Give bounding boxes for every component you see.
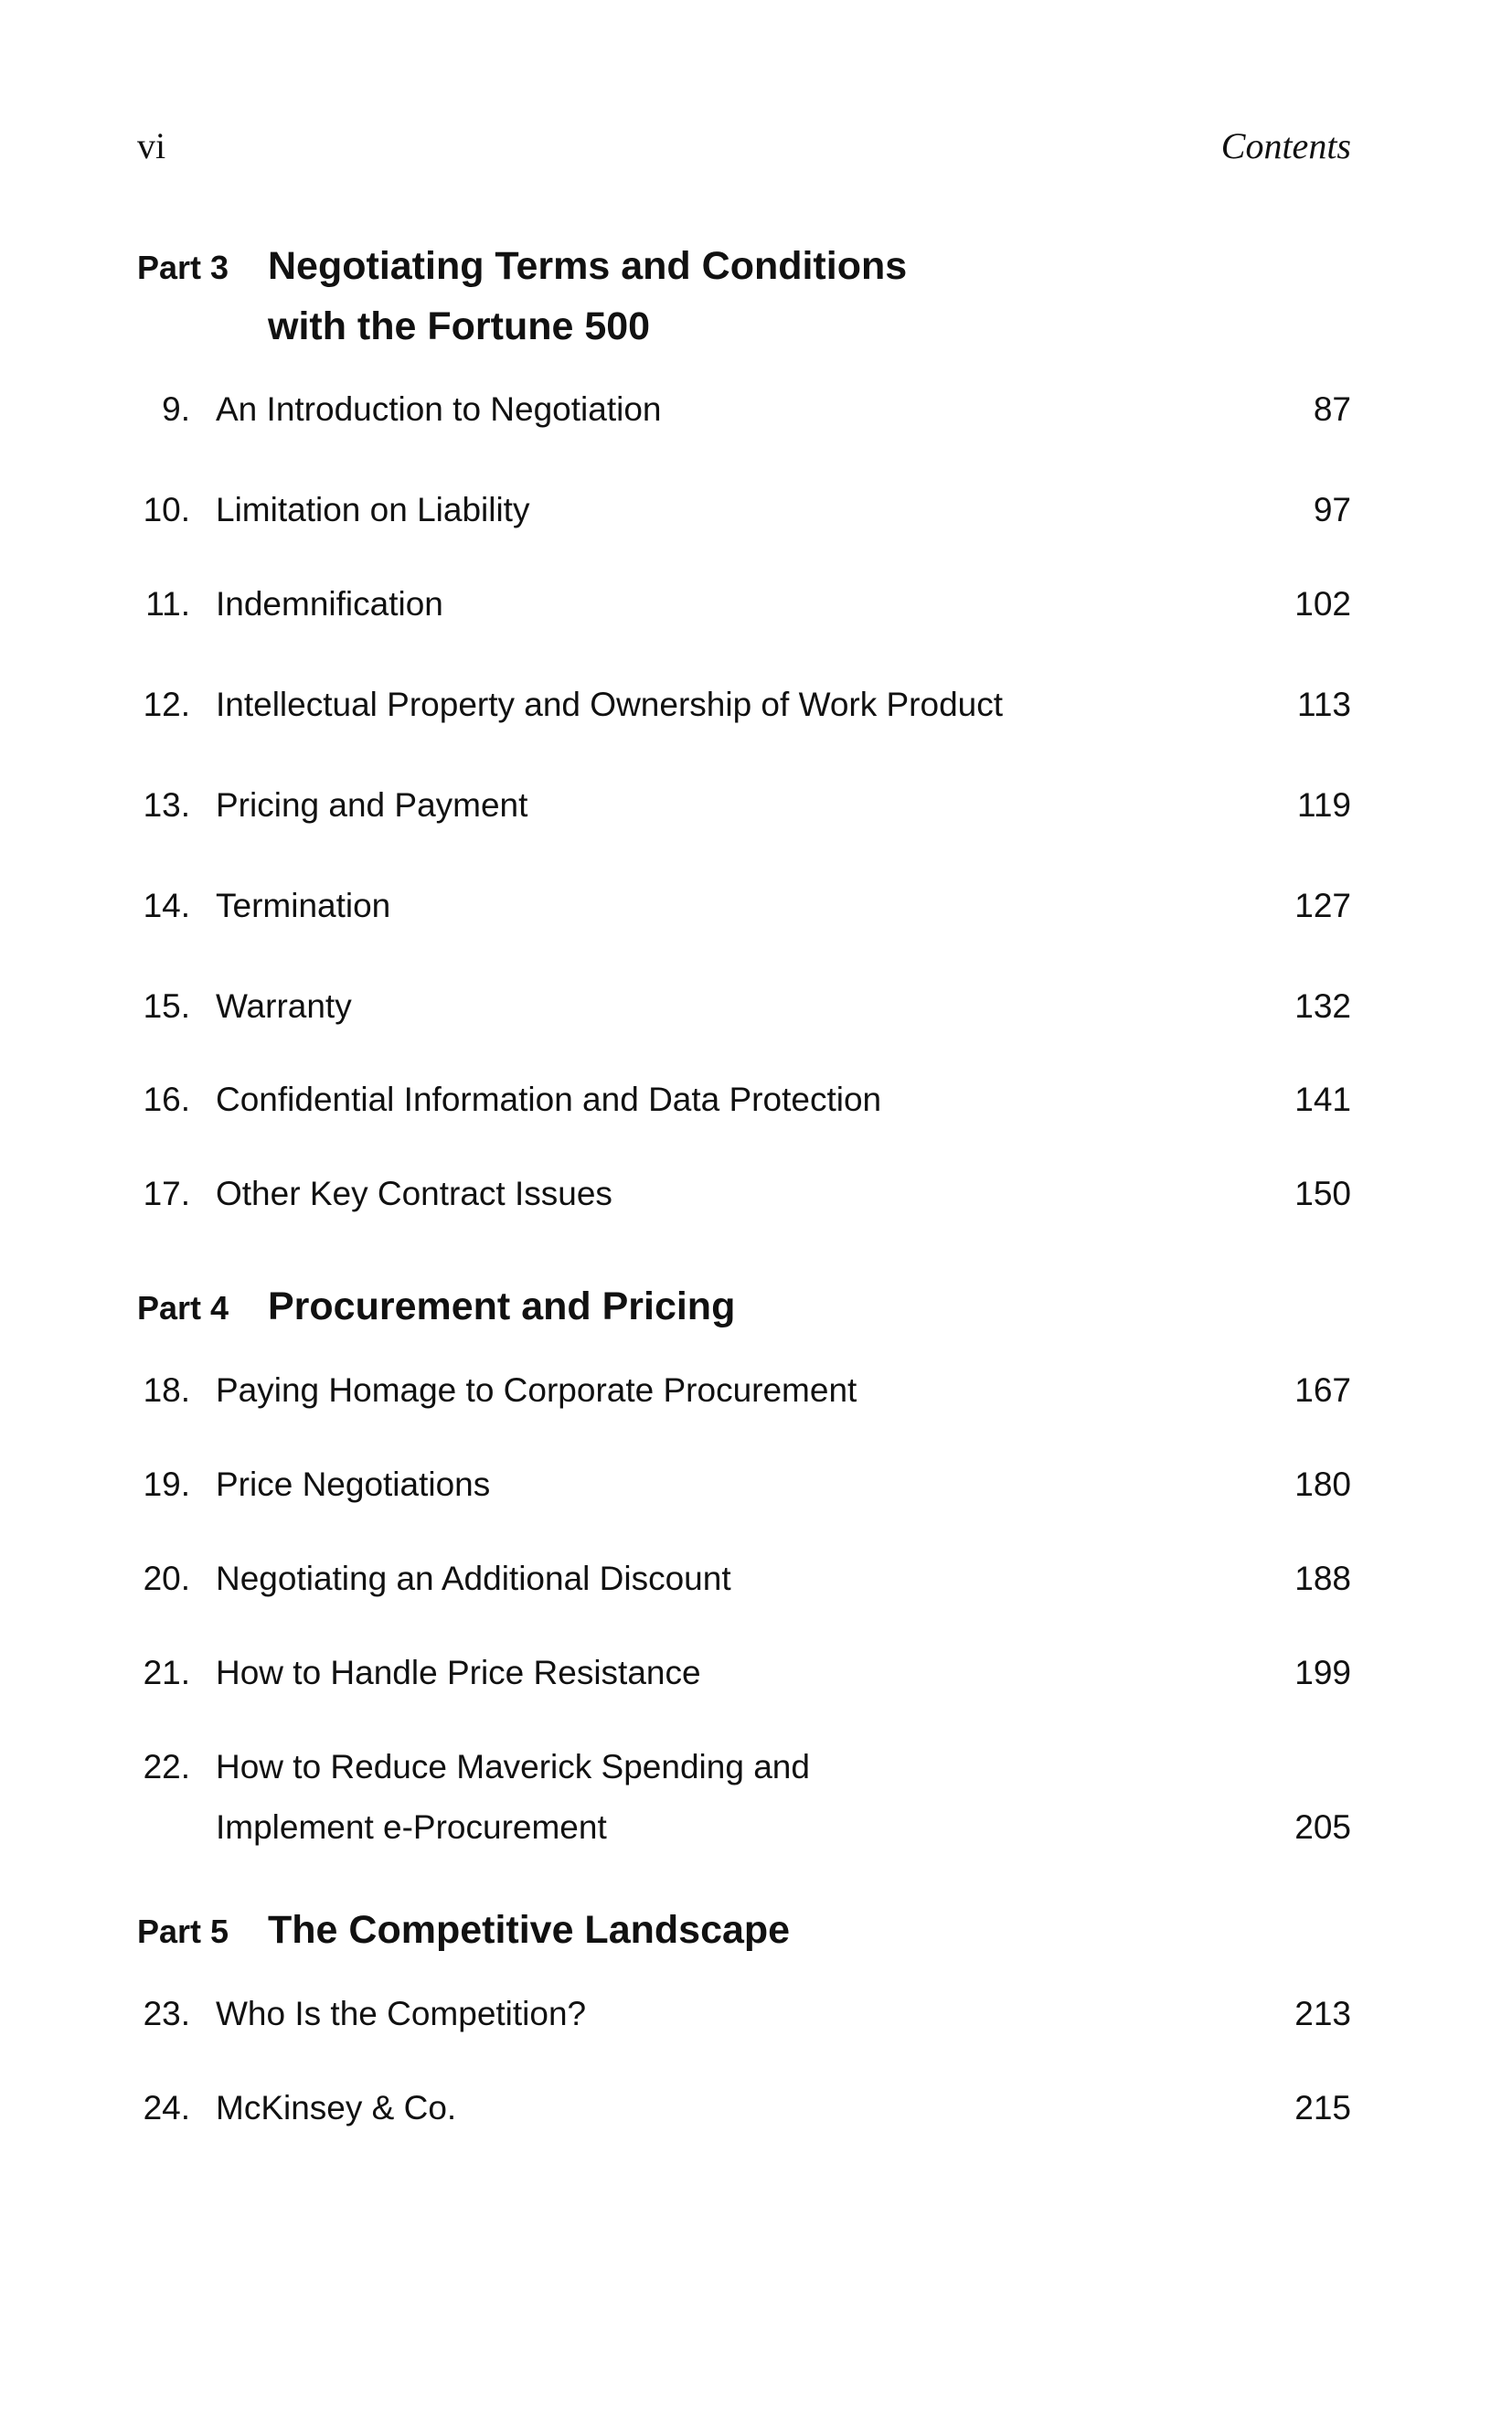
page-reference: 150 bbox=[1294, 1175, 1351, 1212]
toc-entry-18[interactable] bbox=[137, 1360, 1351, 1421]
part-heading-4 bbox=[137, 1276, 1351, 1337]
chapter-title: Confidential Information and Data Protection bbox=[216, 1081, 882, 1118]
toc-entry-16[interactable] bbox=[137, 1070, 1351, 1130]
page-reference: 188 bbox=[1294, 1560, 1351, 1597]
part-title-line: with the Fortune 500 bbox=[268, 304, 651, 348]
toc-entry-24[interactable] bbox=[137, 2078, 1351, 2138]
toc-entry-12[interactable] bbox=[137, 675, 1351, 735]
toc-entry-21[interactable] bbox=[137, 1643, 1351, 1703]
chapter-title: Intellectual Property and Ownership of Work Product bbox=[216, 686, 1004, 723]
toc-entry-22[interactable] bbox=[137, 1737, 1351, 1858]
part-label: Part 4 bbox=[137, 1289, 229, 1327]
chapter-number: 16. bbox=[143, 1081, 190, 1118]
page-reference: 97 bbox=[1313, 491, 1351, 528]
part-title-line: The Competitive Landscape bbox=[268, 1908, 791, 1952]
part-label: Part 5 bbox=[137, 1913, 229, 1950]
chapter-title: Price Negotiations bbox=[216, 1466, 491, 1503]
chapter-number: 9. bbox=[162, 390, 190, 428]
chapter-number: 17. bbox=[143, 1175, 190, 1212]
chapter-number: 12. bbox=[143, 686, 190, 723]
toc-entry-20[interactable] bbox=[137, 1549, 1351, 1609]
page-reference: 205 bbox=[1294, 1808, 1351, 1846]
chapter-number: 20. bbox=[143, 1560, 190, 1597]
page-number: vi bbox=[137, 125, 166, 166]
toc-entry-10[interactable] bbox=[137, 480, 1351, 540]
page-reference: 119 bbox=[1297, 786, 1351, 824]
chapter-title: Limitation on Liability bbox=[216, 491, 530, 528]
chapter-number: 10. bbox=[143, 491, 190, 528]
chapter-number: 24. bbox=[143, 2089, 190, 2127]
toc-entry-14[interactable] bbox=[137, 876, 1351, 936]
part-title-line: Negotiating Terms and Conditions bbox=[268, 244, 908, 288]
chapter-title: How to Reduce Maverick Spending and Implement e-Procurement bbox=[216, 1748, 810, 1846]
part-title bbox=[268, 236, 907, 357]
chapter-number: 18. bbox=[143, 1371, 190, 1409]
page-reference: 141 bbox=[1294, 1081, 1351, 1118]
toc-entry-13[interactable] bbox=[137, 775, 1351, 836]
toc-entry-9[interactable] bbox=[137, 379, 1351, 440]
chapter-title: McKinsey & Co. bbox=[216, 2089, 457, 2127]
running-head-title: Contents bbox=[1220, 125, 1351, 166]
page-reference: 213 bbox=[1294, 1995, 1351, 2032]
chapter-title: Other Key Contract Issues bbox=[216, 1175, 612, 1212]
toc-entry-19[interactable] bbox=[137, 1455, 1351, 1515]
chapter-number: 13. bbox=[143, 786, 190, 824]
toc-entry-15[interactable] bbox=[137, 976, 1351, 1037]
page-reference: 199 bbox=[1294, 1654, 1351, 1691]
toc-entry-11[interactable] bbox=[137, 574, 1351, 634]
page-reference: 113 bbox=[1297, 686, 1351, 723]
chapter-title: Indemnification bbox=[216, 585, 443, 623]
toc-entry-23[interactable] bbox=[137, 1984, 1351, 2044]
part-label: Part 3 bbox=[137, 249, 229, 286]
chapter-title: Negotiating an Additional Discount bbox=[216, 1560, 731, 1597]
chapter-number: 21. bbox=[143, 1654, 190, 1691]
chapter-title: Termination bbox=[216, 887, 391, 924]
chapter-number: 19. bbox=[143, 1466, 190, 1503]
part-title-line: Procurement and Pricing bbox=[268, 1284, 736, 1328]
chapter-title: How to Handle Price Resistance bbox=[216, 1654, 701, 1691]
chapter-number: 23. bbox=[143, 1995, 190, 2032]
chapter-title: Who Is the Competition? bbox=[216, 1995, 587, 2032]
chapter-number: 22. bbox=[143, 1748, 190, 1785]
chapter-number: 11. bbox=[145, 585, 190, 623]
chapter-title: Pricing and Payment bbox=[216, 786, 528, 824]
chapter-title: Paying Homage to Corporate Procurement bbox=[216, 1371, 857, 1409]
part-heading-3 bbox=[137, 236, 1351, 357]
page-reference: 167 bbox=[1294, 1371, 1351, 1409]
page-reference: 132 bbox=[1294, 987, 1351, 1025]
chapter-title: An Introduction to Negotiation bbox=[216, 390, 662, 428]
chapter-title: Warranty bbox=[216, 987, 352, 1025]
page-reference: 102 bbox=[1294, 585, 1351, 623]
page-reference: 215 bbox=[1294, 2089, 1351, 2127]
page-reference: 127 bbox=[1294, 887, 1351, 924]
part-title bbox=[268, 1900, 790, 1960]
part-title bbox=[268, 1276, 735, 1337]
page-reference: 180 bbox=[1294, 1466, 1351, 1503]
page-reference: 87 bbox=[1313, 390, 1351, 428]
part-heading-5 bbox=[137, 1900, 1351, 1960]
chapter-number: 15. bbox=[143, 987, 190, 1025]
chapter-number: 14. bbox=[143, 887, 190, 924]
toc-entry-17[interactable] bbox=[137, 1164, 1351, 1224]
